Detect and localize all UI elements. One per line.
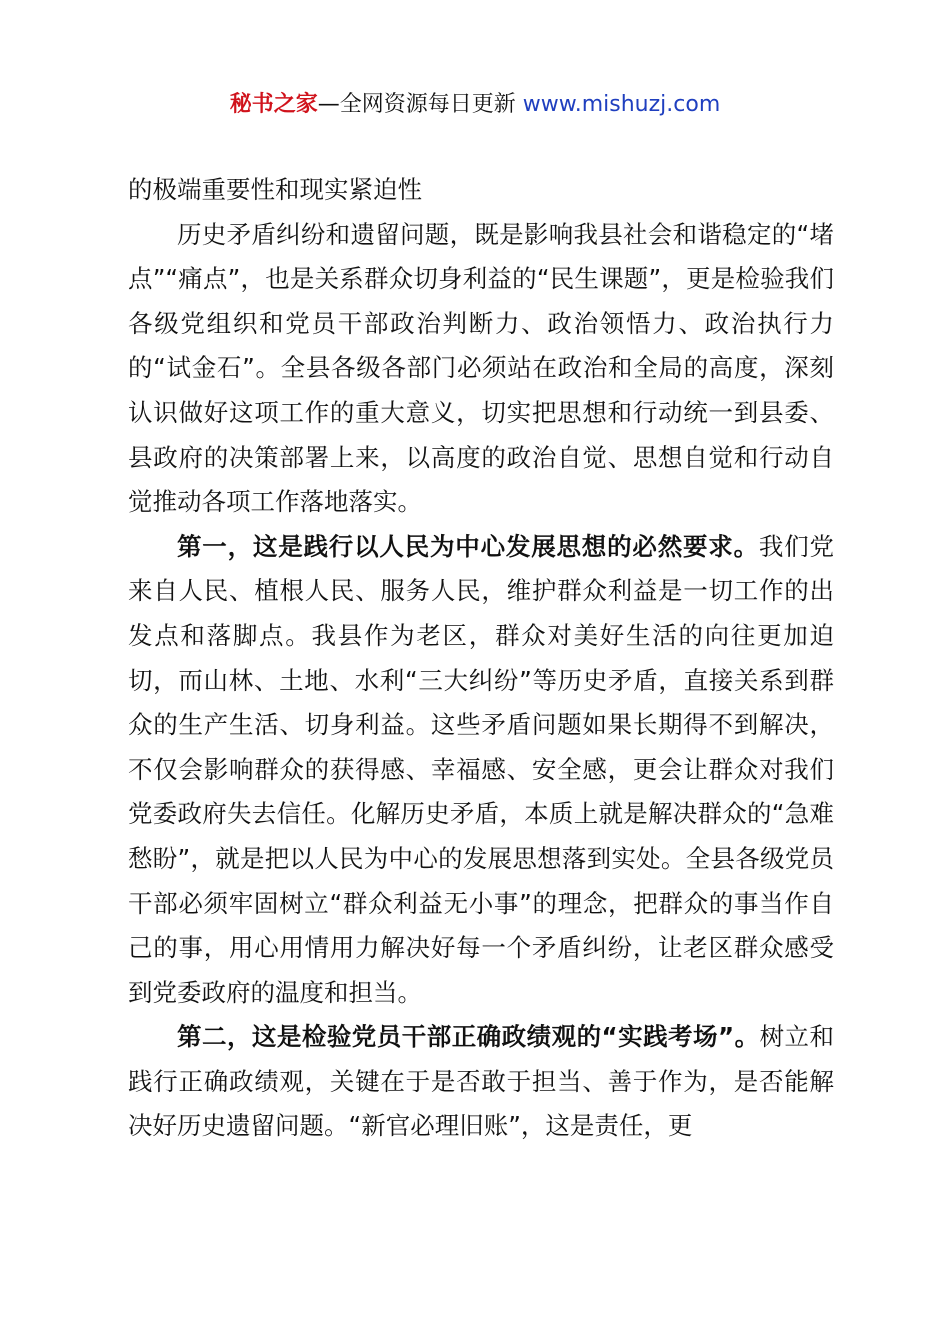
website-link[interactable]: www.mishuzj.com	[522, 92, 721, 117]
point-one-heading: 第一，这是践行以人民为中心发展思想的必然要求。	[177, 531, 759, 561]
page-header	[0, 88, 950, 122]
brand-name: 秘书之家	[229, 92, 318, 117]
paragraph-continuation: 的极端重要性和现实紧迫性	[128, 175, 422, 204]
point-one-text: 我们党来自人民、植根人民、服务人民，维护群众利益是一切工作的出发点和落脚点。我县作为老区，群众对美好生活的向往更加迫切，而山林、土地、水利“三大纠纷”等历史矛盾，直接关系到群众的生产生活、切身利益。这些矛盾问题如果长期得不到解决，不仅会影响群众的获得感、幸福感、安全感，更会让群众对我们党委政府失去信任。化解历史矛盾，本质上就是解决群众的“急难愁盼”，就是把以人民为中心的发展思想落到实处。全县各级党员干部必须牢固树立“群众利益无小事”的理念，把群众的事当作自己的事，用心用情用力解决好每一个矛盾纠纷，让老区群众感受到党委政府的温度和担当。	[128, 531, 835, 1007]
paragraph-intro: 历史矛盾纠纷和遗留问题，既是影响我县社会和谐稳定的“堵点”“痛点”，也是关系群众切身利益的“民生课题”，更是检验我们各级党组织和党员干部政治判断力、政治领悟力、政治执行力的“试金石”。全县各级各部门必须站在政治和全局的高度，深刻认识做好这项工作的重大意义，切实把思想和行动统一到县委、县政府的决策部署上来，以高度的政治自觉、思想自觉和行动自觉推动各项工作落地落实。	[128, 219, 834, 517]
paragraph-point-two	[128, 1015, 834, 1149]
paragraph-point-one	[128, 525, 834, 1016]
point-two-heading: 第二，这是检验党员干部正确政绩观的“实践考场”。	[177, 1022, 760, 1052]
document-body	[128, 168, 834, 1149]
point-two-text: 树立和践行正确政绩观，关键在于是否敢于担当、善于作为，是否能解决好历史遗留问题。“新官必理旧账”，这是责任，更	[128, 1022, 835, 1141]
header-slogan: —全网资源每日更新	[317, 92, 516, 117]
